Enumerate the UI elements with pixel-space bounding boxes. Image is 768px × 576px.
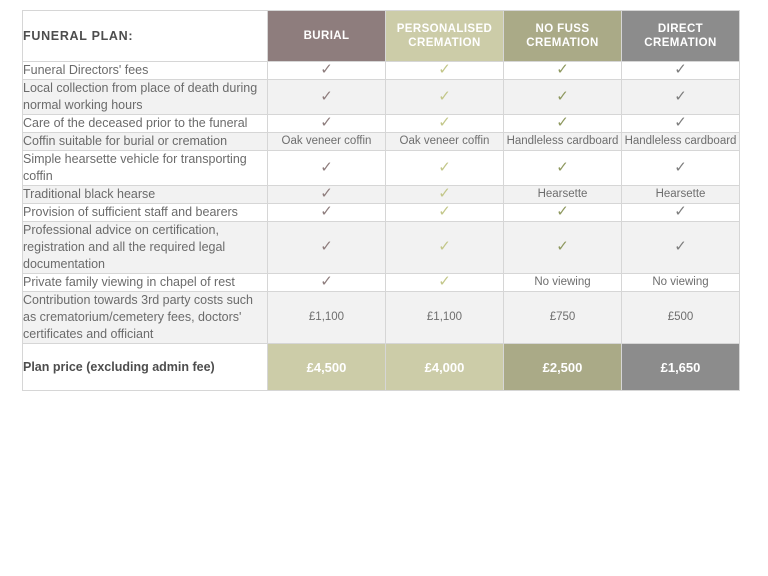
header-column-line1: NO FUSS bbox=[535, 23, 590, 35]
cell-check bbox=[386, 62, 504, 80]
header-column-1 bbox=[268, 11, 386, 62]
check-icon: ✓ bbox=[320, 185, 333, 202]
cell-text: Handleless cardboard bbox=[622, 133, 740, 151]
table-body bbox=[23, 62, 740, 391]
cell-check bbox=[268, 115, 386, 133]
check-icon: ✓ bbox=[438, 114, 451, 131]
funeral-plan-comparison bbox=[22, 10, 740, 391]
price-value: £4,000 bbox=[386, 344, 504, 391]
check-icon: ✓ bbox=[438, 273, 451, 290]
header-funeral-plan-label: FUNERAL PLAN: bbox=[23, 11, 268, 62]
cell-check bbox=[622, 151, 740, 186]
price-value: £4,500 bbox=[268, 344, 386, 391]
cell-text: Hearsette bbox=[622, 186, 740, 204]
cell-check bbox=[268, 62, 386, 80]
check-icon: ✓ bbox=[320, 114, 333, 131]
row-label: Local collection from place of death during normal working hours bbox=[23, 80, 268, 115]
header-column-line2: CREMATION bbox=[408, 37, 481, 49]
cell-check bbox=[386, 204, 504, 222]
header-column-2 bbox=[386, 11, 504, 62]
cell-text: No viewing bbox=[504, 274, 622, 292]
price-value: £2,500 bbox=[504, 344, 622, 391]
row-label: Professional advice on certification, registration and all the required legal documentation bbox=[23, 222, 268, 274]
header-column-4 bbox=[622, 11, 740, 62]
check-icon: ✓ bbox=[320, 158, 333, 176]
table-row bbox=[23, 151, 740, 186]
header-column-line1: BURIAL bbox=[303, 30, 350, 42]
check-icon: ✓ bbox=[320, 87, 333, 105]
cell-check bbox=[386, 222, 504, 274]
check-icon: ✓ bbox=[674, 238, 687, 255]
check-icon: ✓ bbox=[556, 114, 569, 131]
cell-check bbox=[268, 186, 386, 204]
header-column-line2: CREMATION bbox=[526, 37, 599, 49]
cell-text: Oak veneer coffin bbox=[386, 133, 504, 151]
cell-text: Oak veneer coffin bbox=[268, 133, 386, 151]
check-icon: ✓ bbox=[438, 185, 451, 202]
check-icon: ✓ bbox=[674, 114, 687, 131]
cell-check bbox=[504, 204, 622, 222]
cell-text: Hearsette bbox=[504, 186, 622, 204]
row-label: Private family viewing in chapel of rest bbox=[23, 274, 268, 292]
header-column-line1: PERSONALISED bbox=[396, 23, 493, 35]
cell-check bbox=[622, 222, 740, 274]
cell-check bbox=[268, 80, 386, 115]
row-label: Traditional black hearse bbox=[23, 186, 268, 204]
row-label: Contribution towards 3rd party costs such as crematorium/cemetery fees, doctors' certificates and officiant bbox=[23, 292, 268, 344]
check-icon: ✓ bbox=[438, 158, 451, 176]
check-icon: ✓ bbox=[320, 238, 333, 255]
table-row bbox=[23, 133, 740, 151]
cell-text: No viewing bbox=[622, 274, 740, 292]
table-row bbox=[23, 204, 740, 222]
check-icon: ✓ bbox=[674, 61, 687, 78]
cell-check bbox=[622, 62, 740, 80]
row-label: Coffin suitable for burial or cremation bbox=[23, 133, 268, 151]
cell-check bbox=[386, 80, 504, 115]
check-icon: ✓ bbox=[556, 61, 569, 78]
cell-check bbox=[504, 151, 622, 186]
check-icon: ✓ bbox=[556, 238, 569, 255]
table-row bbox=[23, 292, 740, 344]
cell-text: £500 bbox=[622, 292, 740, 344]
header-column-line2: CREMATION bbox=[644, 37, 717, 49]
header-column-line1: DIRECT bbox=[657, 23, 704, 35]
comparison-table bbox=[22, 10, 740, 391]
cell-check bbox=[504, 80, 622, 115]
table-row bbox=[23, 80, 740, 115]
cell-check bbox=[622, 80, 740, 115]
check-icon: ✓ bbox=[674, 203, 687, 220]
row-label: Simple hearsette vehicle for transporting coffin bbox=[23, 151, 268, 186]
price-row bbox=[23, 344, 740, 391]
table-row bbox=[23, 274, 740, 292]
table-row bbox=[23, 222, 740, 274]
cell-check bbox=[622, 204, 740, 222]
cell-check bbox=[386, 151, 504, 186]
cell-check bbox=[504, 115, 622, 133]
row-label: Funeral Directors' fees bbox=[23, 62, 268, 80]
check-icon: ✓ bbox=[438, 203, 451, 220]
cell-text: £750 bbox=[504, 292, 622, 344]
check-icon: ✓ bbox=[438, 87, 451, 105]
cell-text: Handleless cardboard bbox=[504, 133, 622, 151]
cell-check bbox=[386, 115, 504, 133]
table-header bbox=[23, 11, 740, 62]
check-icon: ✓ bbox=[674, 87, 687, 105]
price-row-label: Plan price (excluding admin fee) bbox=[23, 344, 268, 391]
check-icon: ✓ bbox=[438, 238, 451, 255]
check-icon: ✓ bbox=[320, 203, 333, 220]
header-row bbox=[23, 11, 740, 62]
row-label: Provision of sufficient staff and bearers bbox=[23, 204, 268, 222]
table-row bbox=[23, 115, 740, 133]
price-value: £1,650 bbox=[622, 344, 740, 391]
cell-check bbox=[504, 222, 622, 274]
table-row bbox=[23, 186, 740, 204]
check-icon: ✓ bbox=[320, 273, 333, 290]
table-row bbox=[23, 62, 740, 80]
check-icon: ✓ bbox=[556, 87, 569, 105]
check-icon: ✓ bbox=[320, 61, 333, 78]
cell-text: £1,100 bbox=[386, 292, 504, 344]
header-column-3 bbox=[504, 11, 622, 62]
cell-text: £1,100 bbox=[268, 292, 386, 344]
check-icon: ✓ bbox=[674, 158, 687, 176]
cell-check bbox=[622, 115, 740, 133]
cell-check bbox=[504, 62, 622, 80]
check-icon: ✓ bbox=[556, 203, 569, 220]
cell-check bbox=[268, 204, 386, 222]
cell-check bbox=[386, 274, 504, 292]
check-icon: ✓ bbox=[438, 61, 451, 78]
cell-check bbox=[268, 222, 386, 274]
cell-check bbox=[386, 186, 504, 204]
row-label: Care of the deceased prior to the funeral bbox=[23, 115, 268, 133]
cell-check bbox=[268, 151, 386, 186]
cell-check bbox=[268, 274, 386, 292]
check-icon: ✓ bbox=[556, 158, 569, 176]
